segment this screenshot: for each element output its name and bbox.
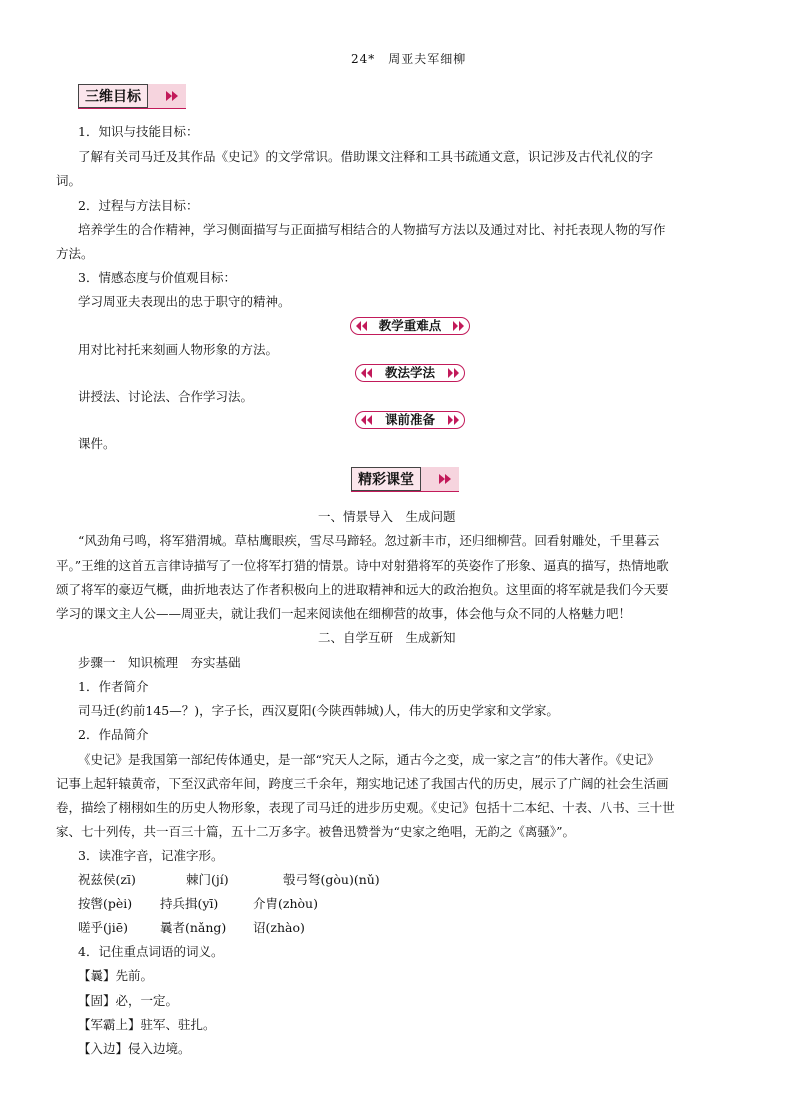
section-header-goals [78, 84, 186, 109]
vocab-item: 【入边】侵入边境。 [78, 1041, 191, 1056]
goal-2-text: 培养学生的合作精神，学习侧面描写与正面描写相结合的人物描写方法以及通过对比、衬托表现人物的写作 [78, 222, 666, 237]
pronunciation-item: 持兵揖(yī) [160, 896, 219, 911]
section-label-classroom: 精彩课堂 [351, 467, 421, 491]
pronunciation-item: 按辔(pèi) [78, 896, 133, 911]
intro-paragraph-line: 颂了将军的豪迈气概，曲折地表达了作者积极向上的进取精神和远大的政治抱负。这里面的将军就是我们今天要 [56, 582, 669, 597]
pronunciation-item: 棘门(jí) [186, 872, 229, 887]
section-label-key-points: 教学重难点 [378, 318, 442, 333]
pronunciation-item: 诏(zhào) [253, 920, 305, 935]
prep-text: 课件。 [78, 436, 116, 451]
pronunciation-item: 曩者(nǎng) [160, 920, 227, 935]
methods-text: 讲授法、讨论法、合作学习法。 [78, 389, 254, 404]
pronunciation-item: 祝兹侯(zī) [78, 872, 136, 887]
section-label-prep: 课前准备 [384, 412, 435, 427]
goal-1-text: 了解有关司马迁及其作品《史记》的文学常识。借助课文注释和工具书疏通文意，识记涉及古代礼仪的字 [78, 149, 654, 164]
goal-3-text: 学习周亚夫表现出的忠于职守的精神。 [78, 294, 291, 309]
intro-paragraph-line: 平。”王维的这首五言律诗描写了一位将军打猎的情景。诗中对射猎将军的英姿作了形象、逼真的描写，热情地歌 [56, 558, 669, 573]
double-chevron-right-icon [447, 367, 461, 379]
goal-2-text-cont: 方法。 [56, 246, 94, 261]
goal-2-heading: 2．过程与方法目标： [78, 198, 199, 213]
part2-heading: 二、自学互研 生成新知 [318, 630, 456, 645]
author-text: 司马迁(约前145—？)，字子长，西汉夏阳(今陕西韩城)人，伟大的历史学家和文学家。 [78, 703, 559, 718]
intro-paragraph-line: “风劲角弓鸣，将军猎渭城。草枯鹰眼疾，雪尽马蹄轻。忽过新丰市，还归细柳营。回看射雕处，千里暮云 [78, 533, 660, 548]
intro-paragraph-line: 学习的课文主人公——周亚夫，就让我们一起来阅读他在细柳营的故事，体会他与众不同的人格魅力吧！ [56, 606, 632, 621]
pronunciation-item: 嗟乎(jiē) [78, 920, 129, 935]
step1-heading: 步骤一 知识梳理 夯实基础 [78, 655, 241, 670]
double-chevron-right-icon [447, 414, 461, 426]
work-heading: 2．作品简介 [78, 727, 149, 742]
page-title: 24* 周亚夫军细柳 [351, 52, 467, 66]
section-header-methods [355, 364, 465, 382]
section-header-key-points [350, 317, 470, 335]
goal-1-heading: 1．知识与技能目标： [78, 124, 199, 139]
vocab-heading: 4．记住重点词语的词义。 [78, 944, 224, 959]
work-paragraph-line: 记事上起轩辕黄帝，下至汉武帝年间，跨度三千余年，翔实地记述了我国古代的历史，展示了广阔的社会生活画 [56, 776, 669, 791]
vocab-item: 【军霸上】驻军、驻扎。 [78, 1017, 216, 1032]
vocab-item: 【固】必，一定。 [78, 993, 179, 1008]
section-label-goals: 三维目标 [78, 84, 148, 108]
pronunciation-item: 介胄(zhòu) [253, 896, 318, 911]
part1-heading: 一、情景导入 生成问题 [318, 509, 456, 524]
double-chevron-icon [164, 88, 180, 104]
section-header-classroom [351, 467, 459, 492]
double-chevron-icon [437, 471, 453, 487]
key-points-text: 用对比衬托来刻画人物形象的方法。 [78, 342, 279, 357]
double-chevron-right-icon [452, 320, 466, 332]
goal-1-text-cont: 词。 [56, 173, 82, 188]
author-heading: 1．作者简介 [78, 679, 149, 694]
work-paragraph-line: 卷，描绘了栩栩如生的历史人物形象，表现了司马迁的进步历史观。《史记》包括十二本纪、十表、八书、三十世 [56, 800, 675, 815]
section-header-prep [355, 411, 465, 429]
vocab-item: 【曩】先前。 [78, 968, 154, 983]
work-paragraph-line: 《史记》是我国第一部纪传体通史，是一部“究天人之际，通古今之变，成一家之言”的伟大著作。《史记》 [78, 752, 660, 767]
goal-3-heading: 3．情感态度与价值观目标： [78, 270, 236, 285]
pronunciation-heading: 3．读准字音，记准字形。 [78, 848, 224, 863]
work-paragraph-line: 家、七十列传，共一百三十篇，五十二万多字。被鲁迅赞誉为“史家之绝唱，无韵之《离骚》”。 [56, 824, 576, 839]
section-label-methods: 教法学法 [384, 365, 435, 380]
pronunciation-item: 彀弓弩(gòu)(nǔ) [283, 872, 380, 887]
